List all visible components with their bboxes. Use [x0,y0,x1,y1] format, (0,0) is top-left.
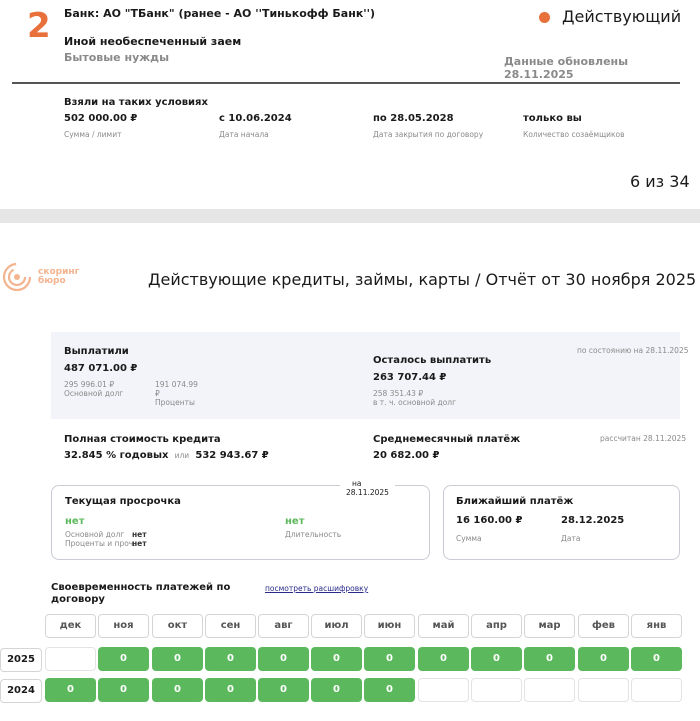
paid-total: 487 071.00 ₽ [64,363,138,374]
paid-interest-currency: ₽ [155,389,160,398]
terms-amount: 502 000.00 ₽ [64,113,138,124]
report-title: Действующие кредиты, займы, карты / Отчёт от 30 ноября 2025 [148,270,697,289]
payment-cell: 0 [205,647,256,671]
payment-cell: 0 [205,678,256,702]
terms-start-label: Дата начала [219,130,269,139]
overdue-interest-label: Проценты и проч. [65,539,136,548]
month-dec: дек [45,614,96,638]
status-text: Действующий [562,7,682,26]
month-jan: янв [631,614,682,638]
month-apr: апр [471,614,522,638]
payment-cell: 0 [45,678,96,702]
overdue-as-of-prefix: на [352,479,362,488]
next-payment-title: Ближайший платёж [456,496,574,507]
month-feb: фев [578,614,629,638]
payment-cell: 0 [258,678,309,702]
monthly-label: Среднемесячный платёж [373,434,521,445]
terms-coborrowers: только вы [523,113,582,124]
paid-interest-value: 191 074.99 [155,380,198,389]
payment-cell [45,647,96,671]
payment-cell [524,678,575,702]
month-may: май [418,614,469,638]
full-cost-row [64,450,269,461]
next-payment-date-label: Дата [561,534,581,543]
month-sep: сен [205,614,256,638]
payment-cell: 0 [98,647,149,671]
logo-line-1: скоринг [38,267,80,277]
page-separator [0,209,700,223]
payment-cell: 0 [418,647,469,671]
paid-interest [155,380,198,407]
remaining-principal [373,389,456,407]
full-cost-or: или [174,451,190,460]
overdue-duration-value: нет [285,516,305,527]
payment-cell: 0 [98,678,149,702]
view-breakdown-link[interactable]: посмотреть расшифровку [265,584,369,593]
payment-cell: 0 [311,647,362,671]
loan-type: Иной необеспеченный заем [64,35,242,48]
month-aug: авг [258,614,309,638]
overdue-interest-value: нет [132,539,147,548]
payment-cell [471,678,522,702]
next-payment-amount-label: Сумма [456,534,482,543]
overdue-as-of-date: 28.11.2025 [346,488,389,497]
terms-end-label: Дата закрытия по договору [373,130,484,139]
logo-line-2: бюро [38,276,66,286]
monthly-value: 20 682.00 ₽ [373,450,440,461]
month-nov: ноя [98,614,149,638]
overdue-principal-value: нет [132,530,147,539]
paid-label: Выплатили [64,346,129,357]
payment-cell: 0 [471,647,522,671]
full-cost-percent: 32.845 % годовых [64,450,169,461]
terms-start: с 10.06.2024 [219,113,292,124]
status-dot-icon [539,12,550,23]
payment-cell: 0 [364,678,415,702]
full-cost-label: Полная стоимость кредита [64,434,221,445]
payment-cell: 0 [152,678,203,702]
month-oct: окт [152,614,203,638]
year-2024: 2024 [0,679,42,703]
full-cost-amount: 532 943.67 ₽ [195,450,269,461]
overdue-title: Текущая просрочка [65,496,181,507]
bank-name: Банк: АО "ТБанк" (ранее - АО ''Тинькофф Банк'') [64,7,376,20]
remaining-as-of: по состоянию на 28.11.2025 [577,346,689,355]
payment-cell: 0 [152,647,203,671]
payment-cell: 0 [578,647,629,671]
monthly-calc-note: рассчитан 28.11.2025 [600,434,687,443]
payment-cell: 0 [258,647,309,671]
payment-cell: 0 [524,647,575,671]
payment-cell [578,678,629,702]
month-mar: мар [524,614,575,638]
terms-amount-label: Сумма / лимит [64,130,122,139]
paid-principal-value: 295 996.01 ₽ [64,380,115,389]
month-jul: июл [311,614,362,638]
logo-text [38,268,79,286]
overdue-principal-label: Основной долг [65,530,125,539]
divider [12,82,680,84]
remaining-principal-value: 258 351.43 ₽ [373,389,424,398]
payment-cell: 0 [364,647,415,671]
payment-cell: 0 [311,678,362,702]
remaining-label: Осталось выплатить [373,355,492,366]
remaining-total: 263 707.44 ₽ [373,372,447,383]
timeliness-title-line-2: договору [51,594,105,605]
overdue-as-of [340,479,395,497]
year-2025: 2025 [0,648,42,672]
paid-principal-label: Основной долг [64,389,124,398]
paid-interest-label: Проценты [155,398,195,407]
overdue-status: нет [65,516,85,527]
next-payment-date: 28.12.2025 [561,515,625,526]
page-counter: 6 из 34 [630,172,690,191]
updated-date: Данные обновлены 28.11.2025 [504,55,629,81]
scoring-bureau-logo-icon [2,262,32,292]
payment-cell [631,678,682,702]
terms-coborrowers-label: Количество созаёмщиков [523,130,625,139]
terms-end: по 28.05.2028 [373,113,454,124]
month-jun: июн [364,614,415,638]
terms-title: Взяли на таких условиях [64,97,208,108]
overdue-duration-label: Длительность [285,530,342,539]
payment-cell [418,678,469,702]
loan-purpose: Бытовые нужды [64,51,170,64]
record-number: 2 [27,6,51,46]
next-payment-amount: 16 160.00 ₽ [456,515,523,526]
paid-principal [64,380,123,398]
remaining-principal-label: в т. ч. основной долг [373,398,457,407]
timeliness-title-line-1: Своевременность платежей по [51,582,231,593]
timeliness-title [51,582,230,606]
payment-cell: 0 [631,647,682,671]
